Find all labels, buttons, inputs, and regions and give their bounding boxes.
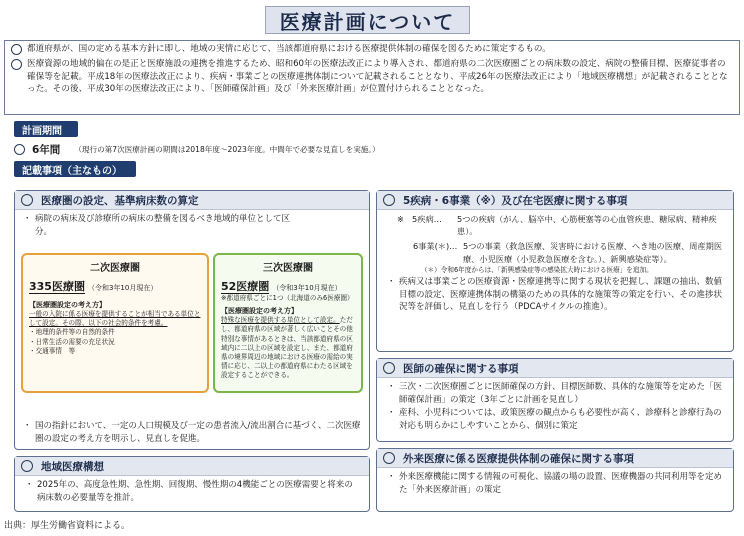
projects-footnote: （＊）令和6年度からは、「新興感染症等の感染拡大時における医療」を追加。 bbox=[421, 265, 653, 274]
circle-icon bbox=[383, 452, 395, 464]
zone-footer: ・ 国の指針において、一定の人口規模及び一定の患者流入/流出割合に基づく、二次医療圏の設定の考え方を明示し、見直しを促進。 bbox=[23, 421, 361, 444]
intro-item: 医療資源の地域的偏在の是正と医療施設の連携を推進するため、昭和60年の医療法改正により導入され、都道府県の二次医療圏ごとの病床数の設定、病院の整備目標、医療従事者の確保等を記載。平成18年の医療法改正により、疾病・事業ごとの医療連携体制について記載されることとなり、平成26年の医療法改正により「地域医療構想」が記載されることとなった。その後、平成30年の医療法改正により、「医師確保計画」及び「外来医療計画」が位置付けられることとなった。 bbox=[11, 58, 733, 95]
secondary-title: 二次医療圏 bbox=[90, 263, 140, 274]
tertiary-count: 52医療圏 （令和3年10月現在） bbox=[221, 280, 342, 293]
zone-text: ・ 病院の病床及び診療所の病床の整備を図るべき地域的単位として区分。 bbox=[23, 214, 291, 237]
regional-box bbox=[14, 456, 370, 512]
tertiary-criteria-text: 特殊な医療を提供する単位として設定。ただし、都道府県の区域が著しく広いことその他特別な事情があるときは、当該都道府県の区域内に二以上の区域を設定し、また、都道府県の境界周辺の地域における医療の需給の実情に応じ、二以上の都道府県にわたる区域を設定することができる。 bbox=[221, 316, 353, 380]
six-projects: 6事業(＊)… 5つの事業（救急医療、災害時における医療、へき地の医療、周産期医療、小児医療（小児救急医療を含む。）、新興感染症等）。 bbox=[413, 241, 723, 264]
circle-icon bbox=[21, 460, 33, 472]
circle-icon bbox=[21, 194, 33, 206]
outpatient-box bbox=[376, 448, 734, 512]
secondary-zone-box bbox=[21, 253, 209, 393]
intro-item: 都道府県が、国の定める基本方針に即し、地域の実情に応じて、当該都道府県における医療提供体制の確保を図るために策定するもの。 bbox=[11, 43, 733, 55]
regional-text: ・ 2025年の、高度急性期、急性期、回復期、慢性期の4機能ごとの医療需要と将来の病床数の必要量等を推計。 bbox=[25, 480, 353, 503]
tertiary-title: 三次医療圏 bbox=[263, 263, 313, 274]
outpatient-text: ・ 外来医療機能に関する情報の可視化、協議の場の設置、医療機器の共同利用等を定めた「外来医療計画」の策定 bbox=[387, 472, 723, 495]
circle-icon bbox=[383, 194, 395, 206]
period-label: 計画期間 bbox=[14, 121, 78, 137]
circle-icon bbox=[383, 362, 395, 374]
doctors-item: ・ 産科、小児科については、政策医療の観点からも必要性が高く、診療科と診療行為の対応も明らかにしやすいことから、個別に策定 bbox=[387, 408, 722, 431]
doctors-heading: 医師の確保に関する事項 bbox=[377, 359, 733, 378]
tertiary-criteria-title: 【医療圏設定の考え方】 bbox=[221, 307, 298, 316]
secondary-criteria-title: 【医療圏設定の考え方】 bbox=[29, 301, 106, 309]
intro-box bbox=[4, 40, 740, 115]
secondary-criteria-text: 一般の入院に係る医療を提供することが相当である単位として設定。その際、以下の社会的条件を考慮。 bbox=[29, 310, 201, 328]
period-value: 6年間 bbox=[32, 144, 61, 156]
secondary-condition: ・日常生活の需要の充足状況 bbox=[29, 337, 115, 346]
diseases-text: ・ 疾病又は事業ごとの医療資源・医療連携等に関する現状を把握し、課題の抽出、数値目標の設定、医療連携体制の構築のための具体的な施策等の策定を行い、その進捗状況等を評価し、見直しを行う（PDCAサイクルの推進）。 bbox=[387, 277, 723, 313]
circle-icon bbox=[11, 59, 22, 70]
source-note: 出典：厚生労働省資料による。 bbox=[4, 521, 131, 531]
page-title: 医療計画について bbox=[265, 6, 470, 34]
tertiary-sub-note: ※都道府県ごとに1つ（北海道のみ6医療圏） bbox=[221, 294, 354, 302]
secondary-count: 335医療圏 （令和3年10月現在） bbox=[29, 280, 158, 293]
zone-heading: 医療圏の設定、基準病床数の算定 bbox=[15, 191, 369, 210]
doctors-box bbox=[376, 358, 734, 442]
zone-box bbox=[14, 190, 370, 450]
tertiary-zone-box bbox=[213, 253, 363, 393]
period-row bbox=[14, 142, 380, 157]
circle-icon bbox=[11, 44, 22, 55]
diseases-heading: 5疾病・6事業（※）及び在宅医療に関する事項 bbox=[377, 191, 733, 210]
circle-icon bbox=[14, 144, 25, 155]
regional-heading: 地域医療構想 bbox=[15, 457, 369, 476]
outpatient-heading: 外来医療に係る医療提供体制の確保に関する事項 bbox=[377, 449, 733, 468]
period-note: （現行の第7次医療計画の期間は2018年度～2023年度。中間年で必要な見直しを実施。） bbox=[74, 145, 380, 154]
five-diseases: ※ 5疾病… 5つの疾病（がん、脳卒中、心筋梗塞等の心血管疾患、糖尿病、精神疾患）。 bbox=[397, 214, 717, 237]
secondary-condition: ・地理的条件等の自然的条件 bbox=[29, 328, 115, 337]
doctors-item: ・ 三次・二次医療圏ごとに医師確保の方針、目標医師数、具体的な施策等を定めた「医師確保計画」の策定（3年ごとに計画を見直し） bbox=[387, 382, 723, 405]
secondary-condition: ・交通事情 等 bbox=[29, 346, 76, 355]
diseases-box bbox=[376, 190, 734, 352]
items-label: 記載事項（主なもの） bbox=[14, 161, 136, 177]
